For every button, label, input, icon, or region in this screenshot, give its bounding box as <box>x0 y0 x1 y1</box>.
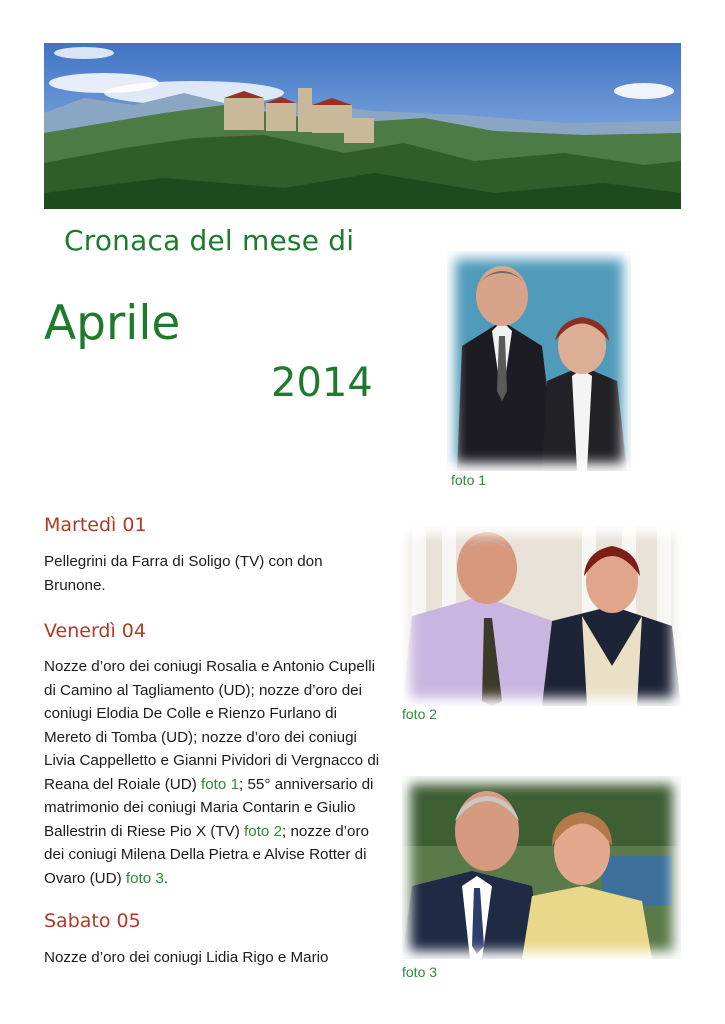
photo-3 <box>402 776 681 959</box>
entry-sabato-05: Nozze d’oro dei coniugi Lidia Rigo e Mario <box>44 949 329 966</box>
photo-1 <box>447 251 631 471</box>
photo-ref-2: foto 2 <box>244 822 283 840</box>
day-heading-venerdi-04: Venerdì 04 <box>44 620 146 642</box>
photo-ref-3: foto 3 <box>125 869 164 887</box>
entry-text-part: . <box>163 869 169 887</box>
year-title: 2014 <box>271 360 373 406</box>
header-banner-image <box>44 43 681 209</box>
photo-2-caption: foto 2 <box>402 706 438 722</box>
entry-text-part: ; nozze d’oro dei coniugi Milena Della Pietra e Alvise Rotter di Ovaro (UD) <box>44 822 370 887</box>
photo-ref-1: foto 1 <box>201 775 240 793</box>
entry-text-part: ; 55° anniversario di matrimonio dei coniugi Maria Contarin e Giulio Ballestrin di Riese Pio X (TV) <box>44 775 374 840</box>
entry-venerdi-04 <box>44 655 384 890</box>
photo-1-caption: foto 1 <box>451 472 487 488</box>
entry-text-part: Nozze d’oro dei coniugi Rosalia e Antonio Cupelli di Camino al Tagliamento (UD); nozze d’oro dei coniugi Elodia De Colle e Rienzo Furlano di Mereto di Tomba (UD); nozze d’oro dei coniugi Livia Cappelletto e Gianni Pividori di Vergnacco di Reana del Roiale (UD) <box>44 658 380 793</box>
chronicle-title: Cronaca del mese di <box>64 224 355 257</box>
month-title: Aprile <box>44 296 181 351</box>
entry-martedi-01: Pellegrini da Farra di Soligo (TV) con don Brunone. <box>44 553 323 594</box>
photo-2 <box>402 526 681 706</box>
day-heading-sabato-05: Sabato 05 <box>44 910 141 932</box>
day-heading-martedi-01: Martedì 01 <box>44 514 147 536</box>
photo-3-caption: foto 3 <box>402 964 438 980</box>
